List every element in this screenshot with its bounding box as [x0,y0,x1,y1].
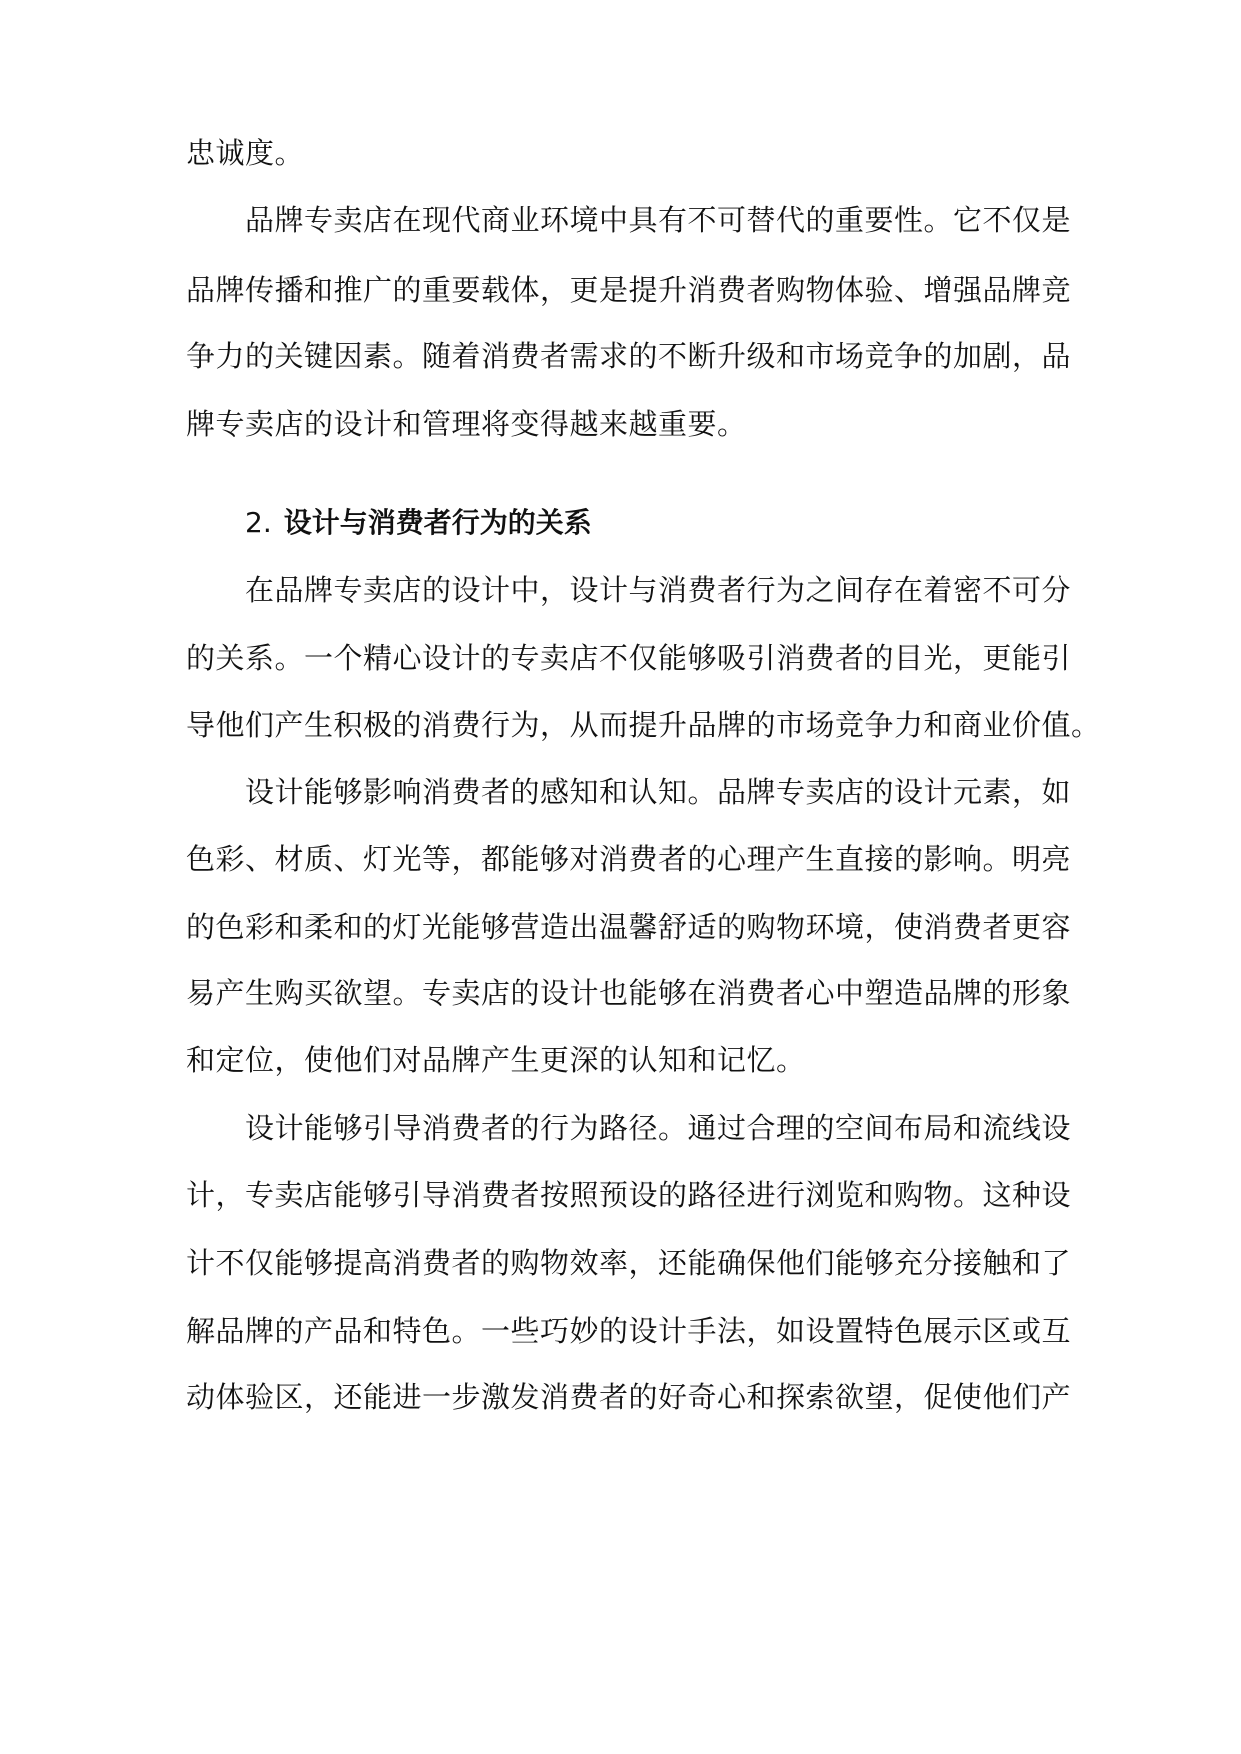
text-line: 设计能够影响消费者的感知和认知。品牌专卖店的设计元素，如 [245,775,1072,809]
section-heading [245,503,592,543]
text-line: 在品牌专卖店的设计中，设计与消费者行为之间存在着密不可分 [245,573,1072,607]
text-line: 的色彩和柔和的灯光能够营造出温馨舒适的购物环境，使消费者更容 [186,910,1072,944]
text-line: 解品牌的产品和特色。一些巧妙的设计手法，如设置特色展示区或互 [186,1314,1072,1348]
text-line: 忠诚度。 [186,136,305,170]
text-line: 品牌专卖店在现代商业环境中具有不可替代的重要性。它不仅是 [245,203,1072,237]
section-title: 设计与消费者行为的关系 [283,506,592,539]
section-number: 2. [245,506,272,539]
text-line: 争力的关键因素。随着消费者需求的不断升级和市场竞争的加剧，品 [186,339,1072,373]
text-line: 和定位，使他们对品牌产生更深的认知和记忆。 [186,1043,806,1077]
text-line: 品牌传播和推广的重要载体，更是提升消费者购物体验、增强品牌竞 [186,273,1072,307]
text-line: 导他们产生积极的消费行为，从而提升品牌的市场竞争力和商业价值。 [186,708,1101,742]
text-line: 易产生购买欲望。专卖店的设计也能够在消费者心中塑造品牌的形象 [186,976,1072,1010]
text-line: 色彩、材质、灯光等，都能够对消费者的心理产生直接的影响。明亮 [186,842,1072,876]
text-line: 计不仅能够提高消费者的购物效率，还能确保他们能够充分接触和了 [186,1246,1072,1280]
text-line: 计，专卖店能够引导消费者按照预设的路径进行浏览和购物。这种设 [186,1178,1072,1212]
text-line: 牌专卖店的设计和管理将变得越来越重要。 [186,407,747,441]
text-line: 动体验区，还能进一步激发消费者的好奇心和探索欲望，促使他们产 [186,1380,1072,1414]
text-line: 设计能够引导消费者的行为路径。通过合理的空间布局和流线设 [245,1111,1072,1145]
text-line: 的关系。一个精心设计的专卖店不仅能够吸引消费者的目光，更能引 [186,641,1072,675]
